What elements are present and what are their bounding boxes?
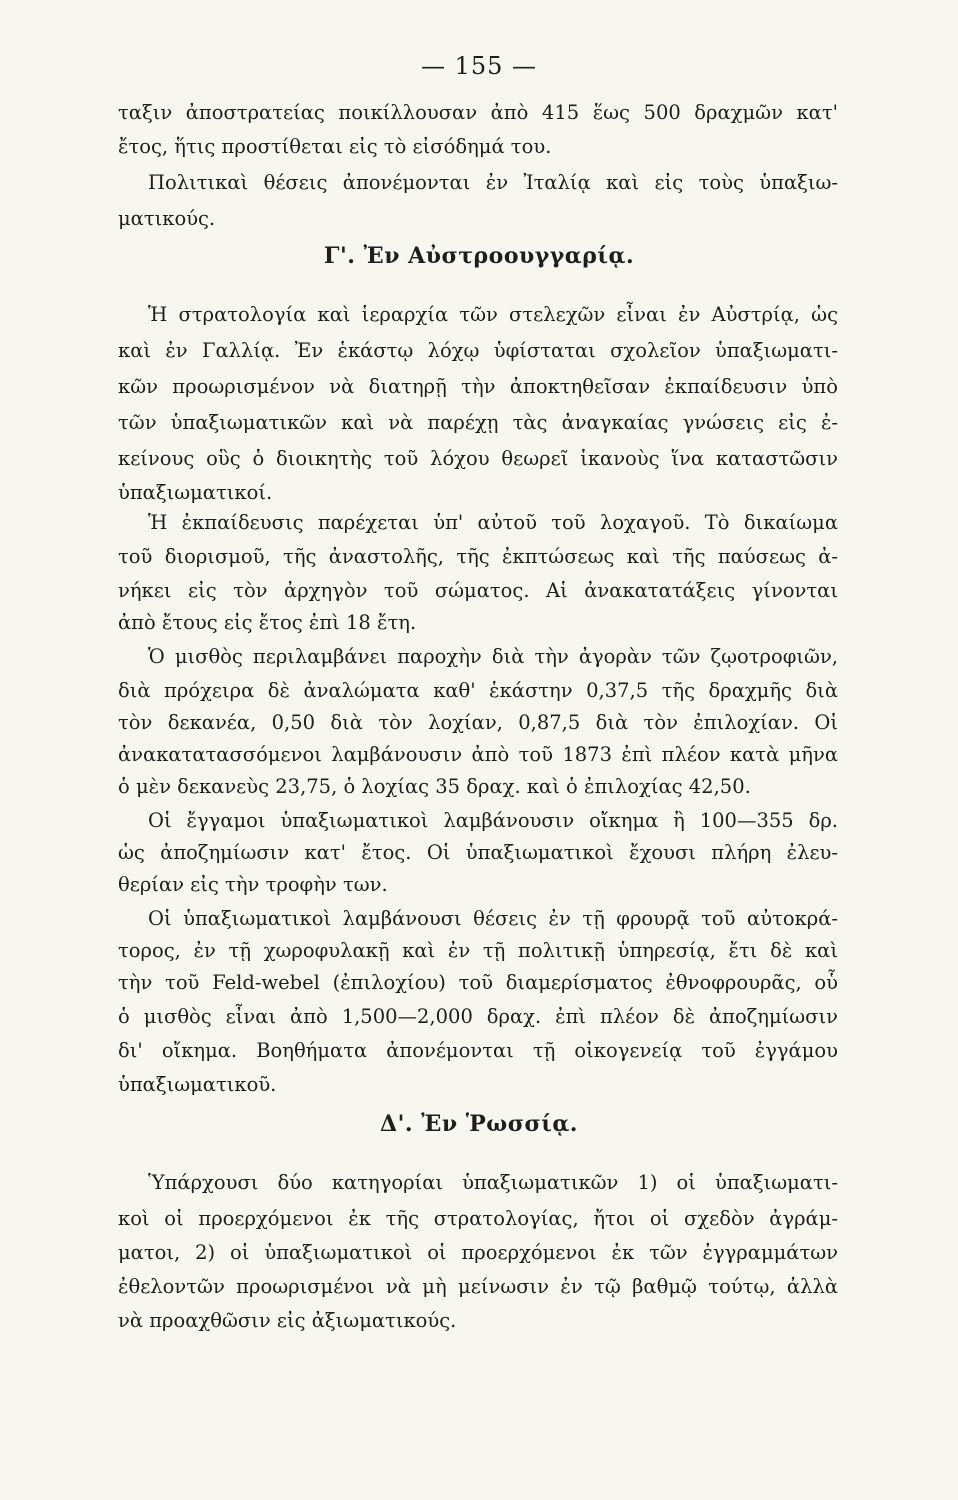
text-line: ματοι, 2) οἱ ὑπαξιωματικοὶ οἱ προερχόμενοι ἐκ τῶν ἐγγραμμάτων (118, 1241, 838, 1264)
section-heading-russia: Δ'. Ἐν Ῥωσσίᾳ. (380, 1111, 578, 1137)
text-line: τορος, ἐν τῇ χωροφυλακῇ καὶ ἐν τῇ πολιτικῇ ὑπηρεσίᾳ, ἔτι δὲ καὶ (118, 939, 838, 962)
text-line: Ὁ μισθὸς περιλαμβάνει παροχὴν διὰ τὴν ἀγορὰν τῶν ζῳοτροφιῶν, (148, 645, 838, 668)
text-line: ὁ μισθὸς εἶναι ἀπὸ 1,500—2,000 δραχ. ἐπὶ πλέον δὲ ἀποζημίωσιν (118, 1005, 838, 1028)
text-line: Οἱ ὑπαξιωματικοὶ λαμβάνουσι θέσεις ἐν τῇ φρουρᾷ τοῦ αὐτοκρά- (148, 907, 838, 930)
text-line: ματικούς. (118, 207, 216, 230)
text-line: ὑπαξιωματικοί. (118, 481, 273, 504)
text-line: δι' οἴκημα. Βοηθήματα ἀπονέμονται τῇ οἰκογενείᾳ τοῦ ἐγγάμου (118, 1039, 838, 1062)
text-line: τοῦ διορισμοῦ, τῆς ἀναστολῆς, τῆς ἐκπτώσεως καὶ τῆς παύσεως ἀ- (118, 545, 838, 568)
text-line: νὰ προαχθῶσιν εἰς ἀξιωματικούς. (118, 1309, 457, 1332)
text-line: διὰ πρόχειρα δὲ ἀναλώματα καθ' ἑκάστην 0,37,5 τῆς δραχμῆς διὰ (118, 679, 838, 702)
text-line: Πολιτικαὶ θέσεις ἀπονέμονται ἐν Ἰταλίᾳ καὶ εἰς τοὺς ὑπαξιω- (148, 171, 838, 194)
text-line: ταξιν ἀποστρατείας ποικίλλουσαν ἀπὸ 415 ἕως 500 δραχμῶν κατ' (118, 101, 838, 124)
text-line: τὴν τοῦ Feld-webel (ἐπιλοχίου) τοῦ διαμερίσματος ἐθνοφρουρᾶς, οὗ (118, 971, 838, 994)
text-line: Ἡ ἐκπαίδευσις παρέχεται ὑπ' αὐτοῦ τοῦ λοχαγοῦ. Τὸ δικαίωμα (148, 511, 838, 534)
text-line: ὑπαξιωματικοῦ. (118, 1073, 277, 1096)
text-line: κοὶ οἱ προερχόμενοι ἐκ τῆς στρατολογίας, ἤτοι οἱ σχεδὸν ἀγράμ- (118, 1207, 838, 1230)
text-line: ἔτος, ἥτις προστίθεται εἰς τὸ εἰσόδημά του. (118, 135, 552, 158)
text-line: κῶν προωρισμένον νὰ διατηρῇ τὴν ἀποκτηθεῖσαν ἐκπαίδευσιν ὑπὸ (118, 375, 838, 398)
text-line: τὸν δεκανέα, 0,50 διὰ τὸν λοχίαν, 0,87,5 διὰ τὸν ἐπιλοχίαν. Οἱ (118, 711, 838, 734)
text-line: ὡς ἀποζημίωσιν κατ' ἔτος. Οἱ ὑπαξιωματικοὶ ἔχουσι πλήρη ἐλευ- (118, 841, 838, 864)
text-line: ὁ μὲν δεκανεὺς 23,75, ὁ λοχίας 35 δραχ. καὶ ὁ ἐπιλοχίας 42,50. (118, 775, 751, 798)
section-heading-austria: Γ'. Ἐν Αὐστροουγγαρίᾳ. (323, 243, 635, 269)
page-number: — 155 — (420, 52, 538, 80)
text-line: καὶ ἐν Γαλλίᾳ. Ἐν ἑκάστῳ λόχῳ ὑφίσταται σχολεῖον ὑπαξιωματι- (118, 339, 838, 362)
text-line: ἐθελοντῶν προωρισμένοι νὰ μὴ μείνωσιν ἐν τῷ βαθμῷ τούτῳ, ἀλλὰ (118, 1275, 838, 1298)
text-line: νήκει εἰς τὸν ἀρχηγὸν τοῦ σώματος. Αἱ ἀνακατατάξεις γίνονται (118, 579, 838, 602)
text-line: Ὑπάρχουσι δύο κατηγορίαι ὑπαξιωματικῶν 1) οἱ ὑπαξιωματι- (148, 1171, 838, 1194)
text-line: κείνους οὓς ὁ διοικητὴς τοῦ λόχου θεωρεῖ ἱκανοὺς ἵνα καταστῶσιν (118, 447, 838, 470)
text-line: τῶν ὑπαξιωματικῶν καὶ νὰ παρέχῃ τὰς ἀναγκαίας γνώσεις εἰς ἐ- (118, 411, 838, 434)
text-line: θερίαν εἰς τὴν τροφὴν των. (118, 873, 388, 896)
text-line: ἀπὸ ἔτους εἰς ἔτος ἐπὶ 18 ἔτη. (118, 611, 417, 634)
text-line: ἀνακατατασσόμενοι λαμβάνουσιν ἀπὸ τοῦ 1873 ἐπὶ πλέον κατὰ μῆνα (118, 743, 838, 766)
text-line: Οἱ ἔγγαμοι ὑπαξιωματικοὶ λαμβάνουσιν οἴκημα ἢ 100—355 δρ. (148, 809, 838, 832)
text-line: Ἡ στρατολογία καὶ ἱεραρχία τῶν στελεχῶν εἶναι ἐν Αὐστρίᾳ, ὡς (148, 303, 838, 326)
